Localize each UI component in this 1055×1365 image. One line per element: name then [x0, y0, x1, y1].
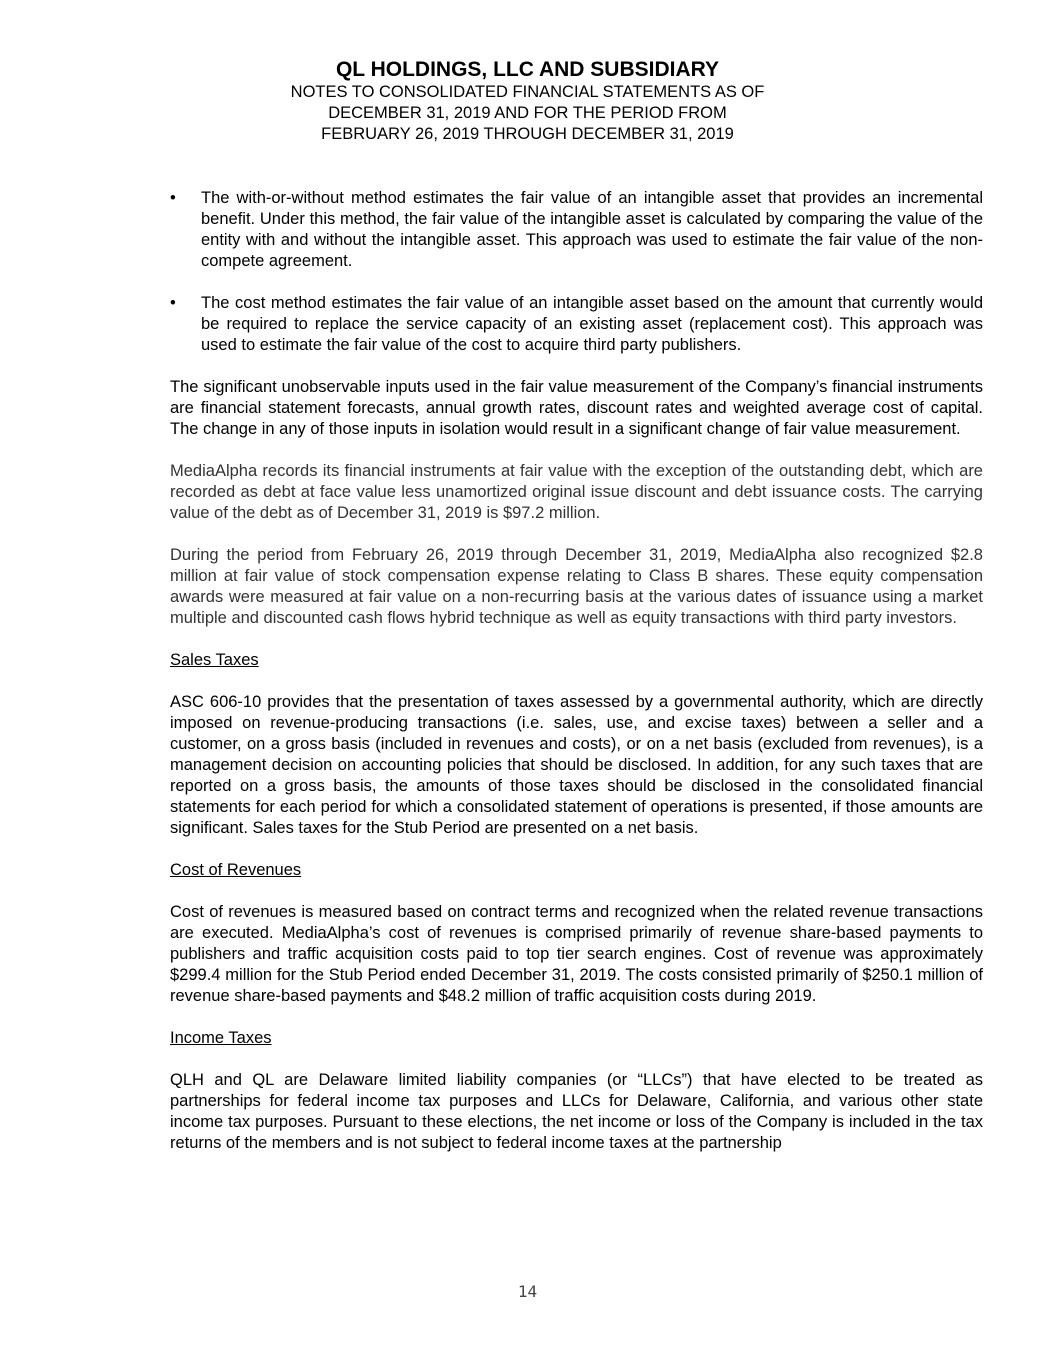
paragraph-unobservable-inputs: The significant unobservable inputs used in the fair value measurement of the Company’s financial instruments are financial statement forecasts, annual growth rates, discount rates and weighted average cost of capital. The change in any of those inputs in isolation would result in a significant change of fair value measurement. — [170, 378, 983, 438]
bullet-text-with-or-without: The with-or-without method estimates the fair value of an intangible asset that provides an incremental benefit. Under this method, the fair value of the intangible asset is calculated by comparing the value of the entity with and without the intangible asset. This approach was used to estimate the fair value of the non-compete agreement. — [201, 189, 983, 270]
paragraph-stock-compensation: During the period from February 26, 2019 through December 31, 2019, MediaAlpha also recognized $2.8 million at fair value of stock compensation expense relating to Class B shares. These equity compensation awards were measured at fair value on a non-recurring basis at the various dates of issuance using a market multiple and discounted cash flows hybrid technique as well as equity transactions with third party investors. — [170, 546, 983, 627]
bullet-icon: • — [170, 189, 176, 207]
company-name: QL HOLDINGS, LLC AND SUBSIDIARY — [335, 58, 720, 81]
paragraph-sales-taxes: ASC 606-10 provides that the presentation of taxes assessed by a governmental authority, which are directly imposed on revenue-producing transactions (i.e. sales, use, and excise taxes) between a seller and a customer, on a gross basis (included in revenues and costs), or on a net basis (excluded from revenues), is a management decision on accounting policies that should be disclosed. In addition, for any such taxes that are reported on a gross basis, the amounts of those taxes should be disclosed in the consolidated financial statements for each period for which a consolidated statement of operations is presented, if those amounts are significant. Sales taxes for the Stub Period are presented on a net basis. — [170, 693, 983, 837]
heading-income-taxes: Income Taxes — [170, 1029, 272, 1047]
page-header — [0, 58, 1055, 145]
valuation-methods-list — [170, 188, 983, 356]
list-item — [170, 188, 983, 272]
list-item — [170, 293, 983, 356]
paragraph-cost-of-revenues: Cost of revenues is measured based on contract terms and recognized when the related revenue transactions are executed. MediaAlpha’s cost of revenues is comprised primarily of revenue share-based payments to publishers and traffic acquisition costs paid to top tier search engines. Cost of revenue was approximately $299.4 million for the Stub Period ended December 31, 2019. The costs consisted primarily of $250.1 million of revenue share-based payments and $48.2 million of traffic acquisition costs during 2019. — [170, 903, 983, 1005]
bullet-text-cost-method: The cost method estimates the fair value of an intangible asset based on the amount that currently would be required to replace the service capacity of an existing asset (replacement cost). This approach was used to estimate the fair value of the cost to acquire third party publishers. — [201, 294, 983, 354]
subtitle-line-2: DECEMBER 31, 2019 AND FOR THE PERIOD FROM — [328, 104, 727, 122]
paragraph-financial-instruments: MediaAlpha records its financial instruments at fair value with the exception of the outstanding debt, which are recorded as debt at face value less unamortized original issue discount and debt issuance costs. The carrying value of the debt as of December 31, 2019 is $97.2 million. — [170, 462, 983, 522]
heading-cost-of-revenues: Cost of Revenues — [170, 861, 302, 879]
subtitle-line-3: FEBRUARY 26, 2019 THROUGH DECEMBER 31, 2019 — [321, 125, 734, 143]
document-body — [170, 188, 983, 1175]
subtitle-line-1: NOTES TO CONSOLIDATED FINANCIAL STATEMENTS AS OF — [290, 83, 765, 101]
page-number: 14 — [517, 1282, 538, 1301]
heading-sales-taxes: Sales Taxes — [170, 651, 259, 669]
paragraph-income-taxes: QLH and QL are Delaware limited liability companies (or “LLCs”) that have elected to be treated as partnerships for federal income tax purposes and LLCs for Delaware, California, and various other state income tax purposes. Pursuant to these elections, the net income or loss of the Company is included in the tax returns of the members and is not subject to federal income taxes at the partnership — [170, 1071, 983, 1152]
bullet-icon: • — [170, 294, 176, 312]
